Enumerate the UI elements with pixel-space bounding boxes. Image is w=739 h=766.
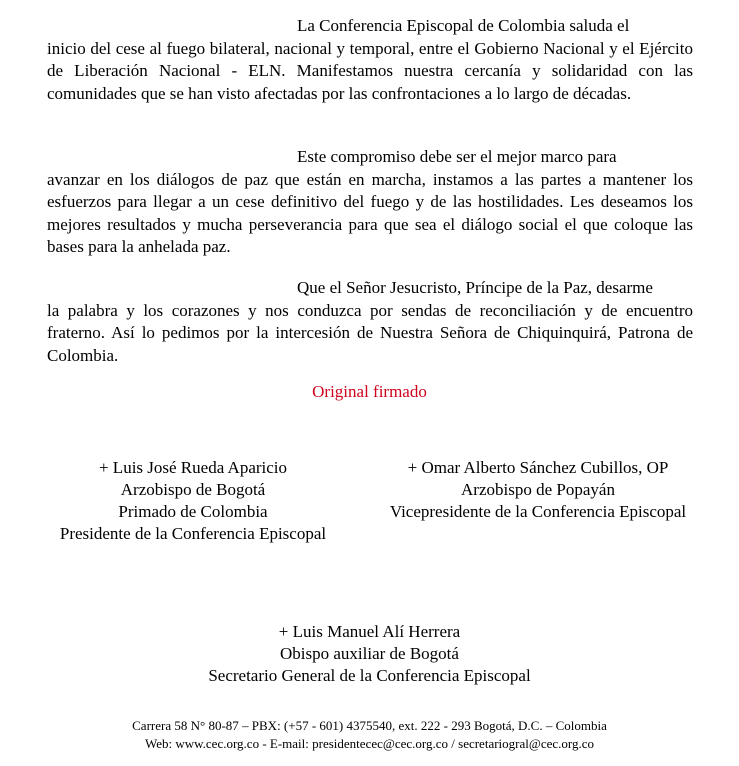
signer-name: + Luis Manuel Alí Herrera — [278, 622, 461, 641]
footer-contact: Web: www.cec.org.co - E-mail: presidentecec@cec.org.co / secretariogral@cec.org.co — [144, 735, 595, 751]
signer-role: Vicepresidente de la Conferencia Episcopal — [389, 502, 687, 521]
original-signed-note — [0, 381, 739, 403]
page-footer — [0, 717, 739, 752]
signer-name: + Luis José Rueda Aparicio — [98, 458, 288, 477]
signer-role: Obispo auxiliar de Bogotá — [280, 644, 459, 663]
signer-role: Arzobispo de Bogotá — [120, 480, 266, 499]
signer-role: Arzobispo de Popayán — [461, 480, 615, 499]
paragraph-1-body: inicio del cese al fuego bilateral, nacional y temporal, entre el Gobierno Nacional y el Ejército de Liberación Nacional - ELN. Manifestamos nuestra cercanía y solidaridad con las comunidades que se han visto afectadas por las confrontaciones a lo largo de décadas. — [47, 38, 693, 103]
signer-block-vicepresident — [362, 457, 714, 523]
original-signed-text: Original firmado — [312, 382, 427, 401]
paragraph-2-body: avanzar en los diálogos de paz que están en marcha, instamos a las partes a mantener los esfuerzos para llegar a un cese definitivo del fuego y de las hostilidades. Les deseamos los mejores resultados y mucha perseverancia para que sea el diálogo social el que coloque las bases para la anhelada paz. — [47, 169, 693, 257]
signer-block-president — [20, 457, 366, 545]
paragraph-3-first-line: Que el Señor Jesucristo, Príncipe de la Paz, desarme — [297, 278, 653, 297]
signer-role: Presidente de la Conferencia Episcopal — [59, 524, 327, 543]
paragraph-2 — [47, 146, 693, 259]
signer-name: + Omar Alberto Sánchez Cubillos, OP — [407, 458, 669, 477]
signer-block-secretary — [130, 621, 609, 687]
paragraph-1 — [47, 15, 693, 105]
paragraph-3 — [47, 277, 693, 367]
paragraph-1-first-line: La Conferencia Episcopal de Colombia saluda el — [297, 16, 630, 35]
paragraph-3-body: la palabra y los corazones y nos conduzca por sendas de reconciliación y de encuentro fraterno. Así lo pedimos por la intercesión de Nuestra Señora de Chiquinquirá, Patrona de Colombia. — [47, 300, 693, 365]
signer-role: Primado de Colombia — [118, 502, 268, 521]
paragraph-2-first-line: Este compromiso debe ser el mejor marco para — [297, 147, 617, 166]
signer-role: Secretario General de la Conferencia Episcopal — [208, 666, 531, 685]
footer-address: Carrera 58 N° 80-87 – PBX: (+57 - 601) 4375540, ext. 222 - 293 Bogotá, D.C. – Colombia — [132, 718, 607, 733]
